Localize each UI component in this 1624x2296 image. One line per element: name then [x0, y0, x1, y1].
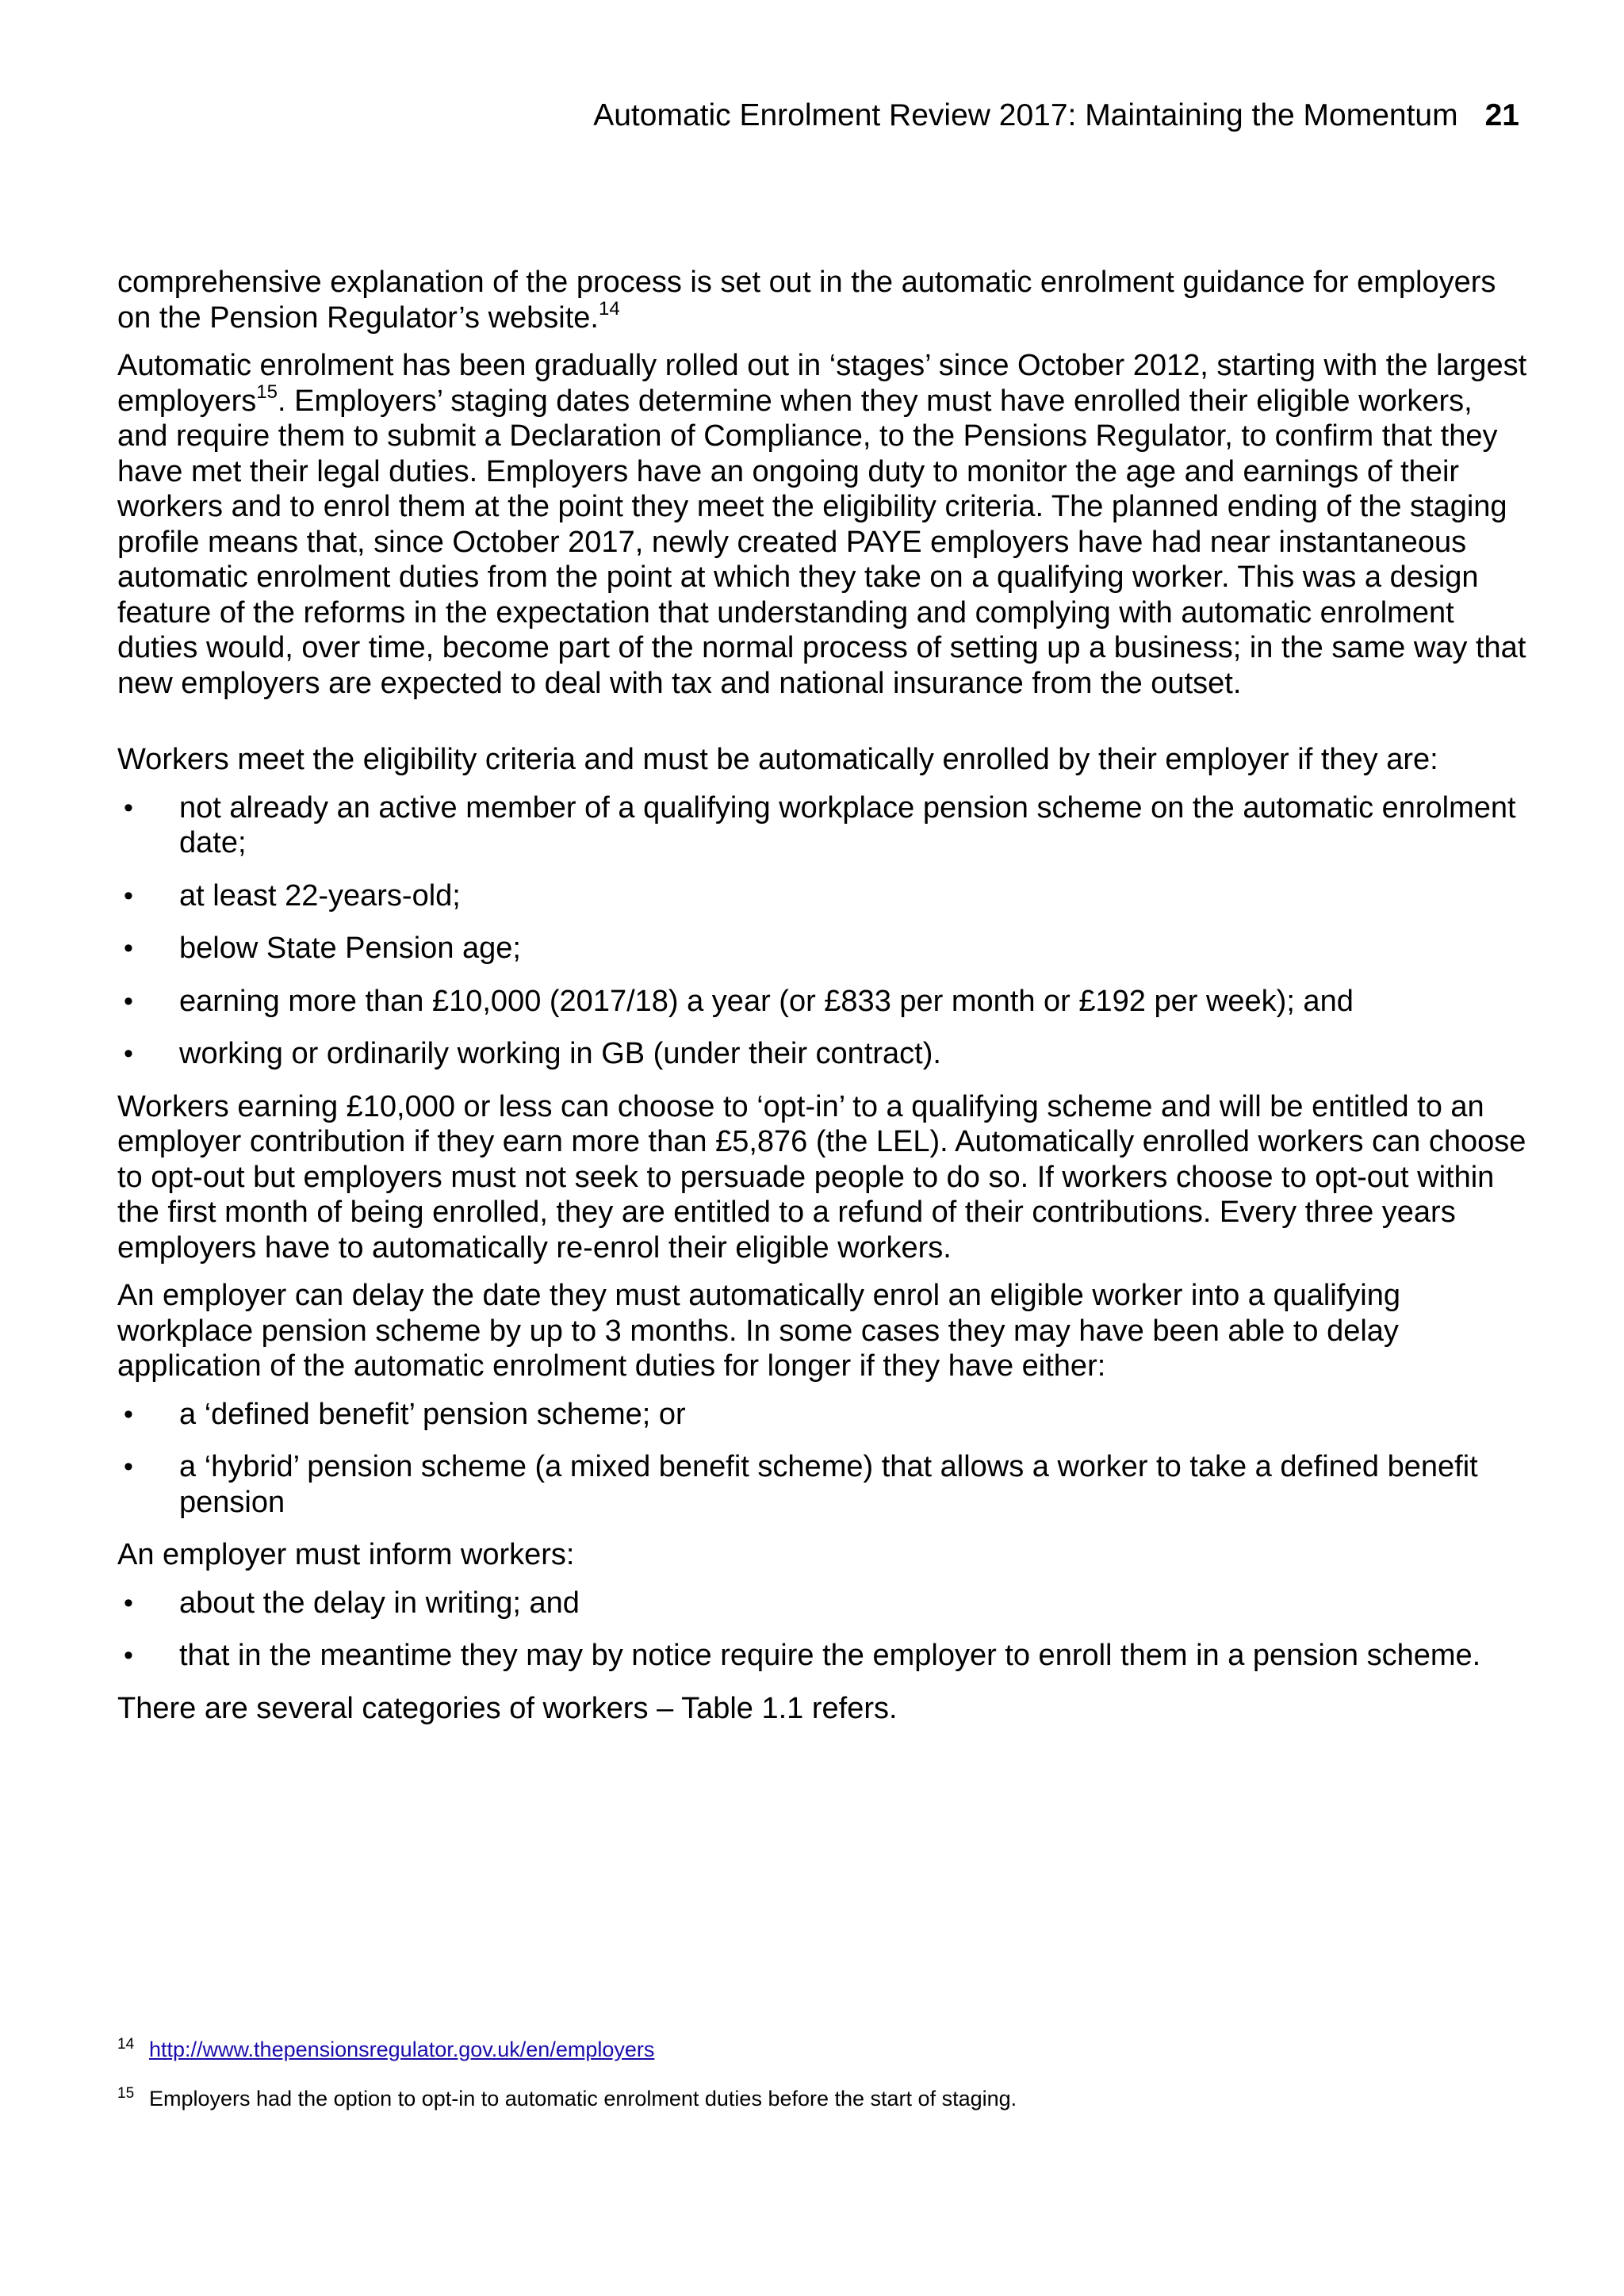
- body-text: [117, 265, 1529, 1739]
- header-title: Automatic Enrolment Review 2017: Maintaining the Momentum: [593, 98, 1458, 132]
- list-item: • below State Pension age;: [117, 931, 1529, 966]
- inform-workers-list: [117, 1586, 1529, 1674]
- footnote-link[interactable]: http://www.thepensionsregulator.gov.uk/en/employers: [149, 2038, 655, 2061]
- list-item: • that in the meantime they may by notice require the employer to enroll them in a pension scheme.: [117, 1638, 1529, 1674]
- footnote-text: Employers had the option to opt-in to automatic enrolment duties before the start of staging.: [149, 2087, 1017, 2110]
- paragraph: Workers earning £10,000 or less can choose to ‘opt-in’ to a qualifying scheme and will be entitled to an employer contribution if they earn more than £5,876 (the LEL). Automatically enrolled workers can choose to opt-out but employers must not seek to persuade people to do so. If workers choose to opt-out within the first month of being enrolled, they are entitled to a refund of their contributions. Every three years employers have to automatically re-enrol their eligible workers.: [117, 1089, 1526, 1265]
- paragraph: comprehensive explanation of the process is set out in the automatic enrolment guidance for employers on the Pension Regulator’s website.$^{14}$: [117, 266, 1496, 335]
- footnote-15: [117, 2085, 1529, 2112]
- list-item: • a ‘hybrid’ pension scheme (a mixed benefit scheme) that allows a worker to take a defined benefit pension: [117, 1449, 1529, 1520]
- paragraph: An employer must inform workers:: [117, 1538, 575, 1571]
- page-number: 21: [1484, 98, 1519, 132]
- footnote-number: 15: [117, 2085, 135, 2102]
- list-item: • about the delay in writing; and: [117, 1586, 1529, 1621]
- list-item: • not already an active member of a qualifying workplace pension scheme on the automatic enrolment date;: [117, 790, 1529, 861]
- paragraph: There are several categories of workers – Table 1.1 refers.: [117, 1691, 898, 1725]
- footnote-ref[interactable]: 14: [598, 297, 620, 320]
- footnote-number: 14: [117, 2036, 135, 2053]
- footnote-14: [117, 2036, 1529, 2063]
- paragraph: Automatic enrolment has been gradually rolled out in ‘stages’ since October 2012, starting with the largest employers$^{15}$. Employers’ staging dates determine when they must have enrolled their eligible workers, and require them to submit a Declaration of Compliance, to the Pensions Regulator, to confirm that they have met their legal duties. Employers have an ongoing duty to monitor the age and earnings of their workers and to enrol them at the point they meet the eligibility criteria. The planned ending of the staging profile means that, since October 2017, newly created PAYE employers have had near instantaneous automatic enrolment duties from the point at which they take on a qualifying worker. This was a design feature of the reforms in the expectation that understanding and complying with automatic enrolment duties would, over time, become part of the normal process of setting up a business; in the same way that new employers are expected to deal with tax and national insurance from the outset.: [117, 349, 1527, 700]
- footnote-ref[interactable]: 15: [256, 381, 278, 403]
- list-item: • a ‘defined benefit’ pension scheme; or: [117, 1397, 1529, 1433]
- scheme-types-list: [117, 1397, 1529, 1521]
- eligibility-criteria-list: [117, 790, 1529, 1072]
- running-header: [593, 97, 1519, 135]
- list-item: • working or ordinarily working in GB (under their contract).: [117, 1036, 1529, 1072]
- paragraph: An employer can delay the date they must automatically enrol an eligible worker into a qualifying workplace pension scheme by up to 3 months. In some cases they may have been able to delay application of the automatic enrolment duties for longer if they have either:: [117, 1279, 1401, 1383]
- paragraph: Workers meet the eligibility criteria and must be automatically enrolled by their employer if they are:: [117, 743, 1438, 776]
- list-item: • earning more than £10,000 (2017/18) a year (or £833 per month or £192 per week); and: [117, 984, 1529, 1020]
- list-item: • at least 22-years-old;: [117, 878, 1529, 914]
- footnotes: [117, 2036, 1529, 2134]
